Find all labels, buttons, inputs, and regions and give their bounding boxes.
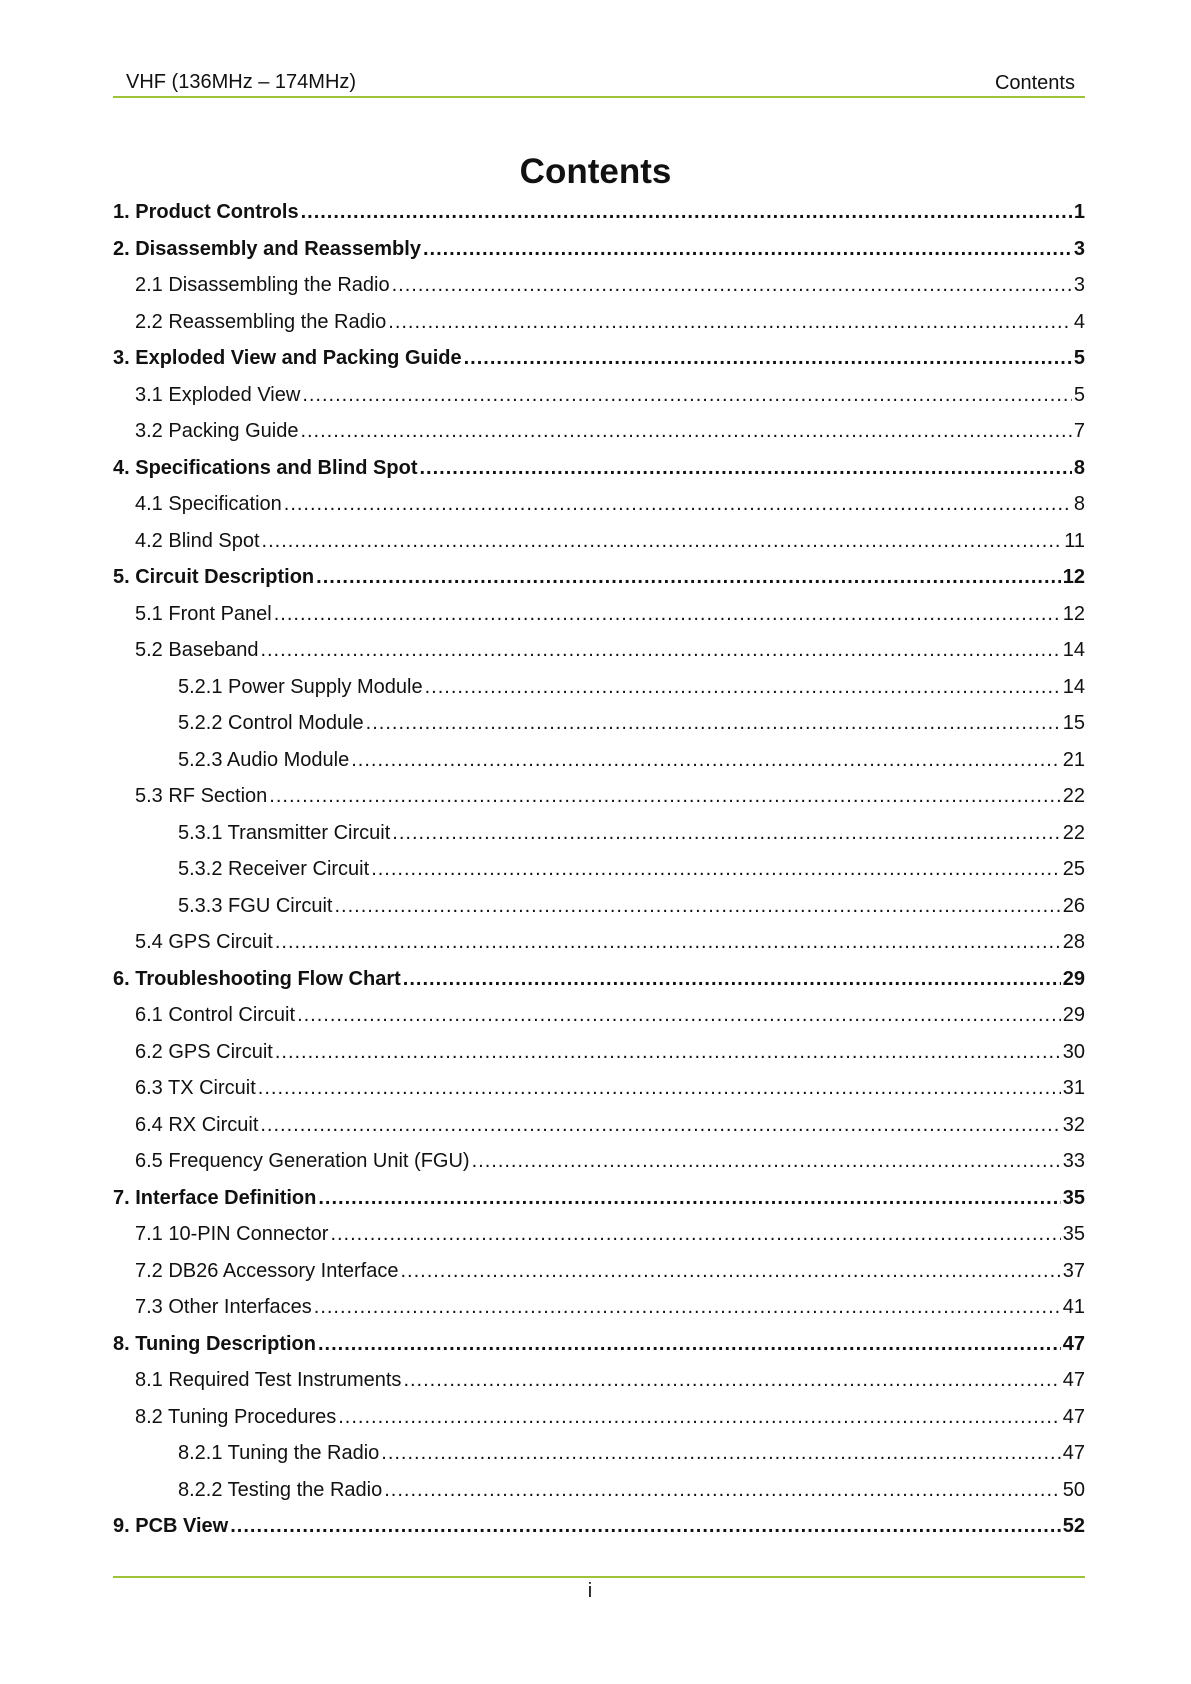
- toc-dot-leader: [301, 201, 1072, 224]
- toc-entry[interactable]: [113, 457, 1085, 494]
- toc-entry-label: 8.1 Required Test Instruments: [135, 1369, 402, 1391]
- toc-dot-leader: [384, 1479, 1061, 1502]
- toc-entry-page: 5: [1073, 347, 1085, 369]
- toc-entry-label: 2.1 Disassembling the Radio: [135, 274, 390, 296]
- toc-entry[interactable]: [113, 311, 1085, 348]
- toc-dot-leader: [403, 968, 1061, 991]
- toc-entry-page: 3: [1073, 274, 1085, 296]
- toc-entry-label: 5. Circuit Description: [113, 566, 315, 588]
- toc-entry[interactable]: [113, 274, 1085, 311]
- toc-entry-page: 12: [1062, 566, 1085, 588]
- toc-entry-page: 35: [1062, 1186, 1085, 1209]
- toc-dot-leader: [318, 1333, 1061, 1356]
- toc-entry[interactable]: [113, 785, 1085, 822]
- toc-entry-page: 8: [1073, 456, 1085, 479]
- toc-entry-page: 29: [1062, 967, 1085, 990]
- toc-entry-page: 12: [1062, 602, 1085, 625]
- toc-entry[interactable]: [113, 1077, 1085, 1114]
- toc-dot-leader: [284, 493, 1072, 516]
- toc-dot-leader: [262, 530, 1063, 553]
- toc-entry-label: 5.1 Front Panel: [135, 602, 272, 625]
- toc-entry-label: 5.3.1 Transmitter Circuit: [178, 821, 391, 844]
- toc-entry-page: 8: [1073, 493, 1085, 515]
- toc-dot-leader: [419, 457, 1071, 480]
- toc-entry-label: 4.2 Blind Spot: [135, 529, 260, 552]
- toc-entry-page: 47: [1062, 1405, 1085, 1428]
- toc-entry-label: 1. Product Controls: [113, 201, 299, 223]
- toc-dot-leader: [300, 420, 1071, 443]
- toc-entry[interactable]: [113, 1114, 1085, 1151]
- toc-entry-label: 5.3.3 FGU Circuit: [178, 894, 333, 917]
- toc-entry-label: 5.2.1 Power Supply Module: [178, 675, 423, 698]
- toc-dot-leader: [230, 1515, 1061, 1538]
- toc-entry-page: 28: [1062, 931, 1085, 953]
- toc-entry[interactable]: [113, 1333, 1085, 1370]
- toc-dot-leader: [260, 639, 1060, 662]
- toc-entry-page: 1: [1073, 201, 1085, 223]
- toc-dot-leader: [366, 712, 1061, 735]
- toc-entry-page: 47: [1062, 1442, 1085, 1464]
- toc-entry-page: 4: [1073, 310, 1085, 333]
- toc-entry-page: 41: [1062, 1296, 1085, 1318]
- toc-entry[interactable]: [113, 1369, 1085, 1406]
- toc-dot-leader: [302, 384, 1072, 407]
- toc-entry-page: 47: [1062, 1369, 1085, 1391]
- toc-dot-leader: [464, 347, 1072, 370]
- toc-entry[interactable]: [113, 858, 1085, 895]
- toc-dot-leader: [260, 1114, 1060, 1137]
- toc-dot-leader: [314, 1296, 1061, 1319]
- toc-dot-leader: [403, 1369, 1060, 1392]
- toc-entry-label: 2.2 Reassembling the Radio: [135, 310, 387, 333]
- toc-entry[interactable]: [113, 566, 1085, 603]
- toc-entry-page: 11: [1064, 529, 1085, 552]
- toc-entry-label: 5.3.2 Receiver Circuit: [178, 858, 370, 880]
- toc-entry-page: 26: [1062, 894, 1085, 917]
- toc-dot-leader: [400, 1260, 1060, 1283]
- toc-entry[interactable]: [113, 895, 1085, 932]
- toc-entry-page: 21: [1062, 748, 1085, 771]
- toc-entry-page: 5: [1073, 383, 1085, 406]
- toc-dot-leader: [425, 676, 1061, 699]
- toc-entry-label: 7.2 DB26 Accessory Interface: [135, 1259, 399, 1282]
- toc-entry-page: 25: [1062, 858, 1085, 880]
- toc-entry-label: 5.2.2 Control Module: [178, 712, 364, 734]
- table-of-contents: [113, 201, 1085, 1552]
- toc-dot-leader: [330, 1223, 1060, 1246]
- toc-entry[interactable]: [113, 676, 1085, 713]
- toc-entry-label: 7. Interface Definition: [113, 1186, 317, 1209]
- toc-dot-leader: [316, 566, 1061, 589]
- footer-divider: [113, 1576, 1085, 1578]
- toc-dot-leader: [371, 858, 1061, 881]
- toc-entry[interactable]: [113, 347, 1085, 384]
- toc-entry-label: 5.2 Baseband: [135, 639, 259, 661]
- toc-dot-leader: [338, 1406, 1061, 1429]
- toc-entry-page: 22: [1062, 785, 1085, 807]
- toc-entry[interactable]: [113, 639, 1085, 676]
- toc-dot-leader: [351, 749, 1061, 772]
- toc-entry[interactable]: [113, 238, 1085, 275]
- toc-entry[interactable]: [113, 931, 1085, 968]
- toc-entry-page: 50: [1062, 1478, 1085, 1501]
- toc-dot-leader: [423, 238, 1072, 261]
- toc-entry-page: 52: [1062, 1515, 1085, 1537]
- header-section-name: Contents: [994, 72, 1075, 94]
- page-title: Contents: [519, 152, 672, 191]
- page-header: [113, 68, 1085, 98]
- toc-entry-label: 7.3 Other Interfaces: [135, 1296, 312, 1318]
- toc-entry[interactable]: [113, 1260, 1085, 1297]
- toc-entry-page: 15: [1062, 712, 1085, 734]
- toc-entry-label: 5.4 GPS Circuit: [135, 931, 273, 953]
- toc-entry[interactable]: [113, 201, 1085, 238]
- toc-entry[interactable]: [113, 530, 1085, 567]
- toc-dot-leader: [472, 1150, 1061, 1173]
- toc-entry-page: 22: [1062, 821, 1085, 844]
- toc-entry[interactable]: [113, 1041, 1085, 1078]
- toc-entry[interactable]: [113, 968, 1085, 1005]
- toc-entry-page: 47: [1062, 1332, 1085, 1355]
- toc-dot-leader: [297, 1004, 1061, 1027]
- toc-entry[interactable]: [113, 1442, 1085, 1479]
- toc-entry[interactable]: [113, 1223, 1085, 1260]
- toc-entry[interactable]: [113, 749, 1085, 786]
- toc-entry-page: 30: [1062, 1040, 1085, 1063]
- toc-dot-leader: [388, 311, 1072, 334]
- toc-entry-label: 6.2 GPS Circuit: [135, 1040, 273, 1063]
- toc-entry[interactable]: [113, 493, 1085, 530]
- toc-entry-label: 6.1 Control Circuit: [135, 1004, 296, 1026]
- toc-entry-page: 7: [1073, 420, 1085, 442]
- toc-entry-page: 3: [1073, 237, 1085, 260]
- toc-entry[interactable]: [113, 1187, 1085, 1224]
- toc-entry[interactable]: [113, 822, 1085, 859]
- toc-entry-label: 6.3 TX Circuit: [135, 1077, 256, 1099]
- footer-page-number: i: [587, 1580, 593, 1602]
- toc-entry-label: 6.5 Frequency Generation Unit (FGU): [135, 1150, 470, 1172]
- toc-entry[interactable]: [113, 1479, 1085, 1516]
- toc-entry-label: 5.3 RF Section: [135, 785, 268, 807]
- toc-entry-label: 3.2 Packing Guide: [135, 420, 299, 442]
- toc-entry-label: 6.4 RX Circuit: [135, 1113, 259, 1136]
- toc-entry-label: 3. Exploded View and Packing Guide: [113, 347, 462, 369]
- header-document-title: VHF (136MHz – 174MHz): [126, 71, 357, 93]
- toc-entry[interactable]: [113, 420, 1085, 457]
- toc-entry-page: 31: [1062, 1077, 1085, 1099]
- toc-entry-label: 9. PCB View: [113, 1515, 229, 1537]
- toc-dot-leader: [318, 1187, 1060, 1210]
- toc-entry-label: 5.2.3 Audio Module: [178, 748, 350, 771]
- toc-entry-label: 3.1 Exploded View: [135, 383, 301, 406]
- toc-entry-label: 2. Disassembly and Reassembly: [113, 237, 421, 260]
- toc-entry-label: 7.1 10-PIN Connector: [135, 1223, 329, 1245]
- toc-entry-label: 6. Troubleshooting Flow Chart: [113, 967, 401, 990]
- toc-entry[interactable]: [113, 1296, 1085, 1333]
- toc-entry-label: 8.2 Tuning Procedures: [135, 1405, 337, 1428]
- toc-entry-page: 14: [1062, 675, 1085, 698]
- toc-dot-leader: [392, 822, 1060, 845]
- toc-entry-page: 29: [1062, 1004, 1085, 1026]
- toc-dot-leader: [274, 603, 1061, 626]
- toc-entry-page: 32: [1062, 1113, 1085, 1136]
- toc-entry-label: 8. Tuning Description: [113, 1332, 316, 1355]
- toc-entry[interactable]: [113, 712, 1085, 749]
- toc-entry-label: 4. Specifications and Blind Spot: [113, 456, 418, 479]
- toc-entry-page: 35: [1062, 1223, 1085, 1245]
- toc-entry-label: 8.2.1 Tuning the Radio: [178, 1442, 380, 1464]
- toc-entry-page: 33: [1062, 1150, 1085, 1172]
- toc-entry[interactable]: [113, 1406, 1085, 1443]
- toc-entry[interactable]: [113, 1150, 1085, 1187]
- toc-dot-leader: [275, 931, 1061, 954]
- toc-entry[interactable]: [113, 384, 1085, 421]
- toc-entry-page: 14: [1062, 639, 1085, 661]
- toc-dot-leader: [269, 785, 1060, 808]
- toc-dot-leader: [381, 1442, 1060, 1465]
- toc-dot-leader: [275, 1041, 1061, 1064]
- toc-entry[interactable]: [113, 1515, 1085, 1552]
- toc-entry[interactable]: [113, 603, 1085, 640]
- toc-entry-label: 4.1 Specification: [135, 493, 282, 515]
- toc-dot-leader: [258, 1077, 1061, 1100]
- toc-entry-page: 37: [1062, 1259, 1085, 1282]
- toc-entry-label: 8.2.2 Testing the Radio: [178, 1478, 383, 1501]
- toc-entry[interactable]: [113, 1004, 1085, 1041]
- toc-dot-leader: [334, 895, 1060, 918]
- toc-dot-leader: [392, 274, 1072, 297]
